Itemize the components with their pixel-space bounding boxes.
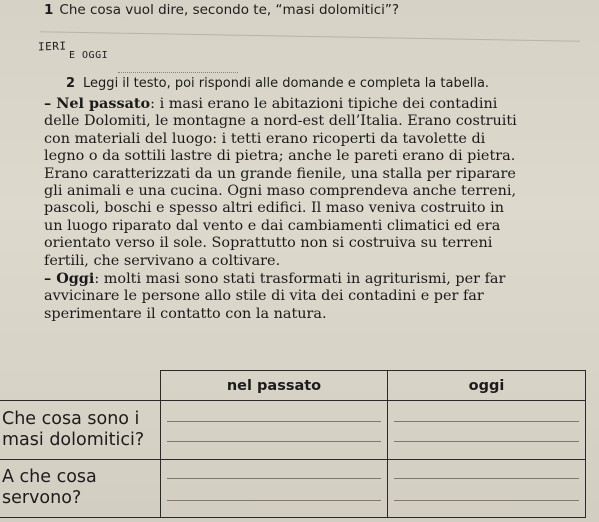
answer-table (0, 370, 586, 518)
passage-line: – Nel passato: i masi erano le abitazioni tipiche dei contadini (44, 95, 498, 112)
writing-line (167, 500, 381, 501)
passage-label-past: – Nel passato (44, 95, 151, 112)
answer-cell-past-purpose[interactable] (161, 459, 388, 518)
passage-line: orientato verso il sole. Soprattutto non si costruiva su terreni (44, 235, 493, 252)
passage-label-today: – Oggi (44, 270, 95, 288)
reading-passage (44, 95, 594, 323)
passage-line: avvicinare le persone allo stile di vita dei contadini e per far (44, 288, 484, 305)
table-header-past: nel passato (161, 371, 388, 401)
writing-line (394, 478, 579, 479)
divider-line (40, 31, 580, 41)
writing-line (394, 421, 579, 422)
passage-line: – Oggi: molti masi sono stati trasformati in agriturismi, per far (44, 270, 506, 288)
passage-line: un luogo riparato dal vento e dai cambiamenti climatici ed era (44, 217, 501, 234)
writing-line (394, 500, 579, 501)
passage-line: sperimentare il contatto con la natura. (44, 305, 327, 322)
answer-cell-past-what[interactable] (161, 401, 388, 460)
passage-line: pascoli, boschi e spesso altri edifici. Il maso veniva costruito in (44, 200, 505, 217)
writing-line (167, 441, 381, 442)
answer-cell-today-what[interactable] (388, 401, 586, 460)
passage-line: delle Dolomiti, le montagne a nord-est dell’Italia. Erano costruiti (44, 113, 517, 130)
question-2-number: 2 (66, 76, 76, 91)
row-heading-what: Che cosa sono i masi dolomitici? (0, 401, 161, 460)
writing-line (167, 421, 381, 422)
writing-line (167, 478, 381, 479)
handwritten-note-1: IERI (37, 39, 67, 54)
table-header-today: oggi (388, 371, 586, 401)
passage-line: gli animali e una cucina. Ogni maso comprendeva anche terreni, (44, 183, 517, 200)
dotted-answer-line (118, 72, 238, 73)
passage-line: fertili, che servivano a coltivare. (44, 252, 281, 269)
passage-line: con materiali del luogo: i tetti erano ricoperti da tavolette di (44, 130, 486, 147)
row-heading-purpose: A che cosa servono? (0, 459, 161, 518)
writing-line (394, 441, 579, 442)
table-row (0, 459, 586, 518)
passage-line: Erano caratterizzati da un grande fienile, una stalla per riparare (44, 165, 516, 182)
question-2 (66, 76, 489, 91)
question-1-number: 1 (44, 2, 54, 18)
question-2-text: Leggi il testo, poi rispondi alle domande e completa la tabella. (83, 76, 490, 91)
answer-cell-today-purpose[interactable] (388, 459, 586, 518)
table-corner-cell (0, 371, 161, 401)
passage-line: legno o da sottili lastre di pietra; anche le pareti erano di pietra. (44, 148, 516, 165)
question-1-text: Che cosa vuol dire, secondo te, “masi dolomitici”? (59, 2, 400, 18)
table-header-row (0, 371, 586, 401)
question-1 (44, 2, 399, 18)
table-row (0, 401, 586, 460)
handwritten-note-2: E OGGI (69, 50, 109, 61)
